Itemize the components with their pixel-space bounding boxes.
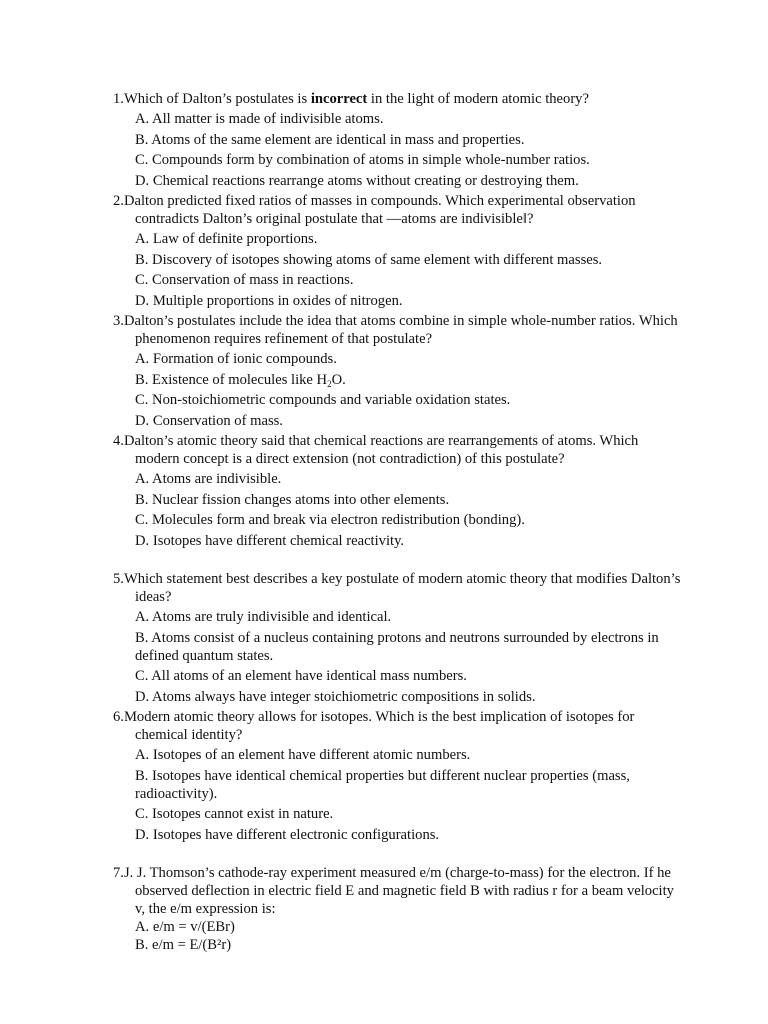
option-b: B. Isotopes have identical chemical properties but different nuclear properties (mass, radioactivity). bbox=[135, 767, 630, 802]
option-d: D. Chemical reactions rearrange atoms without creating or destroying them. bbox=[135, 172, 579, 189]
question-stem-text: Which of Dalton’s postulates is bbox=[123, 91, 311, 107]
question-1-stem bbox=[113, 90, 683, 108]
option-a: A. All matter is made of indivisible atoms. bbox=[135, 111, 384, 127]
question-stem-text: J. J. Thomson’s cathode-ray experiment measured e/m (charge-to-mass) for the electron. If he observed deflection in electric field E and magnetic field B with radius r for a beam velocity v, the e/m expression is: bbox=[123, 865, 674, 917]
option-a: A. Isotopes of an element have different atomic numbers. bbox=[135, 747, 471, 763]
option-a: A. Atoms are indivisible. bbox=[135, 471, 282, 487]
question-list bbox=[113, 90, 683, 954]
question-4 bbox=[113, 432, 683, 550]
option-b: B. e/m = E/(B²r) bbox=[135, 937, 232, 953]
question-1 bbox=[113, 90, 683, 190]
question-stem-text: Dalton predicted fixed ratios of masses in compounds. Which experimental observation contradicts Dalton’s original postulate that ―atoms are indivisible‖? bbox=[123, 193, 636, 227]
option-c: C. Non-stoichiometric compounds and variable oxidation states. bbox=[135, 392, 511, 408]
option-c: C. All atoms of an element have identical mass numbers. bbox=[135, 668, 467, 684]
question-number: 5. bbox=[113, 571, 124, 587]
option-text: O. bbox=[331, 371, 346, 388]
question-number: 1. bbox=[113, 91, 124, 107]
question-6-stem bbox=[113, 708, 683, 744]
option-a: A. e/m = v/(EBr) bbox=[135, 919, 235, 935]
question-5-stem bbox=[113, 570, 683, 606]
option-b: B. Nuclear fission changes atoms into other elements. bbox=[135, 491, 450, 508]
option-b bbox=[135, 371, 683, 389]
option-c: C. Molecules form and break via electron redistribution (bonding). bbox=[135, 512, 525, 528]
option-d: D. Isotopes have different electronic configurations. bbox=[135, 826, 440, 843]
question-6 bbox=[113, 708, 683, 844]
option-b: B. Atoms consist of a nucleus containing protons and neutrons surrounded by electrons in defined quantum states. bbox=[135, 629, 659, 664]
question-2-stem bbox=[113, 192, 683, 228]
question-7-stem bbox=[113, 864, 683, 918]
option-a: A. Law of definite proportions. bbox=[135, 231, 318, 247]
question-stem-text: Dalton’s atomic theory said that chemical reactions are rearrangements of atoms. Which modern concept is a direct extension (not contradiction) of this postulate? bbox=[123, 433, 639, 467]
option-a: A. Atoms are truly indivisible and identical. bbox=[135, 609, 392, 625]
option-a: A. Formation of ionic compounds. bbox=[135, 351, 337, 367]
option-c: C. Isotopes cannot exist in nature. bbox=[135, 806, 334, 822]
option-d: D. Multiple proportions in oxides of nitrogen. bbox=[135, 292, 403, 309]
question-3-stem bbox=[113, 312, 683, 348]
option-c: C. Conservation of mass in reactions. bbox=[135, 272, 354, 288]
question-number: 7. bbox=[113, 865, 124, 881]
option-d: D. Conservation of mass. bbox=[135, 412, 283, 429]
question-number: 6. bbox=[113, 709, 124, 725]
option-c: C. Compounds form by combination of atoms in simple whole-number ratios. bbox=[135, 152, 590, 168]
subscript: 2 bbox=[327, 378, 332, 389]
question-number: 3. bbox=[113, 313, 124, 329]
question-stem-text: Which statement best describes a key postulate of modern atomic theory that modifies Dalton’s ideas? bbox=[123, 571, 681, 605]
question-stem-text: Dalton’s postulates include the idea that atoms combine in simple whole-number ratios. Which phenomenon requires refinement of that postulate? bbox=[123, 313, 678, 347]
question-stem-text: in the light of modern atomic theory? bbox=[367, 91, 589, 107]
option-d: D. Atoms always have integer stoichiometric compositions in solids. bbox=[135, 688, 536, 705]
question-stem-text: Modern atomic theory allows for isotopes. Which is the best implication of isotopes for chemical identity? bbox=[123, 709, 635, 743]
question-number: 2. bbox=[113, 193, 124, 209]
question-7 bbox=[113, 864, 683, 954]
question-3 bbox=[113, 312, 683, 430]
spacer bbox=[113, 846, 683, 864]
question-stem-emphasis: incorrect bbox=[310, 91, 368, 107]
question-5 bbox=[113, 570, 683, 706]
option-d: D. Isotopes have different chemical reactivity. bbox=[135, 532, 405, 549]
question-number: 4. bbox=[113, 433, 124, 449]
option-b: B. Atoms of the same element are identical in mass and properties. bbox=[135, 131, 525, 148]
option-b: B. Discovery of isotopes showing atoms of same element with different masses. bbox=[135, 251, 603, 268]
spacer bbox=[113, 552, 683, 570]
question-2 bbox=[113, 192, 683, 310]
option-text: B. Existence of molecules like H bbox=[135, 371, 328, 388]
question-4-stem bbox=[113, 432, 683, 468]
